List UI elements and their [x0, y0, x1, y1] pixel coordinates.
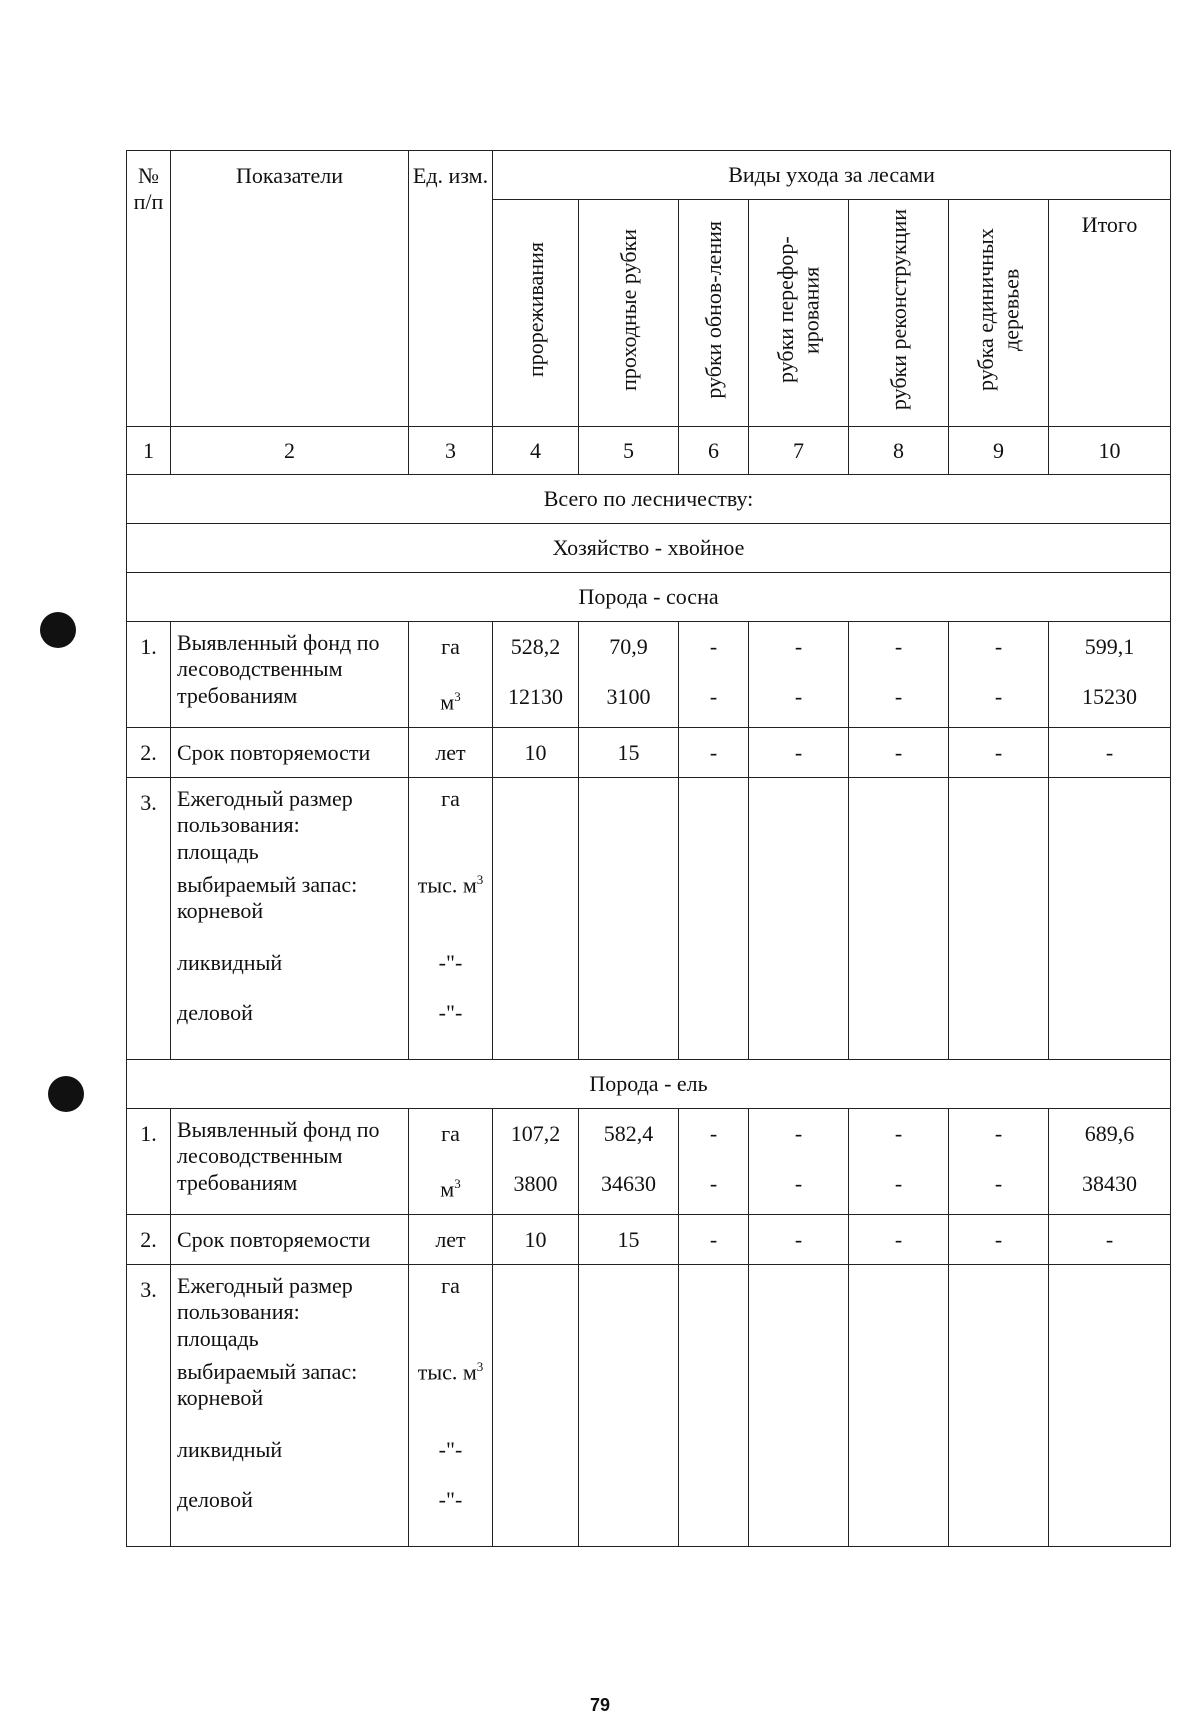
header-col-renewal: рубки обнов-ления: [679, 200, 749, 427]
section-total: Всего по лесничеству:: [127, 475, 1171, 524]
section-farm: Хозяйство - хвойное: [127, 524, 1171, 573]
header-indicators: Показатели: [171, 151, 409, 427]
forest-care-table: [126, 150, 1171, 1547]
table-row: 1. Выявленный фонд по лесоводственным требованиям га $м^3$ 107,2 3800 582,4 34630 - - - - - - - - 689,6 38430: [127, 1109, 1171, 1215]
section-spruce: Порода - ель: [127, 1060, 1171, 1109]
table-row: 3. Ежегодный размер пользования: площадь выбираемый запас: корневой ликвидный деловой га тыс. $м^3$ -"- -"-: [127, 778, 1171, 1060]
table-row: 2. Срок повторяемости лет 10 15 - - - - -: [127, 728, 1171, 778]
column-number-row: 1 2 3 4 5 6 7 8 9 10: [127, 427, 1171, 475]
page-number: 79: [589, 1695, 611, 1715]
header-col-reconstruction: рубки реконструкции: [849, 200, 949, 427]
header-unit: Ед. изм.: [409, 151, 493, 427]
header-col-passing: проходные рубки: [579, 200, 679, 427]
header-col-single-trees: рубка единичных деревьев: [949, 200, 1049, 427]
header-num: № п/п: [127, 151, 171, 427]
punch-hole-bottom: [48, 1076, 84, 1112]
section-pine: Порода - сосна: [127, 573, 1171, 622]
table-row: 1. Выявленный фонд по лесоводственным требованиям га $м^3$ 528,2 12130 70,9 3100 - - - - - - - - 599,1 15230: [127, 622, 1171, 728]
header-group: Виды ухода за лесами: [493, 151, 1171, 200]
table-row: 3. Ежегодный размер пользования: площадь выбираемый запас: корневой ликвидный деловой га тыс. $м^3$ -"- -"-: [127, 1265, 1171, 1547]
punch-hole-top: [40, 612, 76, 648]
header-col-thinning: прореживания: [493, 200, 579, 427]
header-col-total: Итого: [1049, 200, 1171, 427]
header-col-reform: рубки перефор-ирования: [749, 200, 849, 427]
table-row: 2. Срок повторяемости лет 10 15 - - - - -: [127, 1215, 1171, 1265]
